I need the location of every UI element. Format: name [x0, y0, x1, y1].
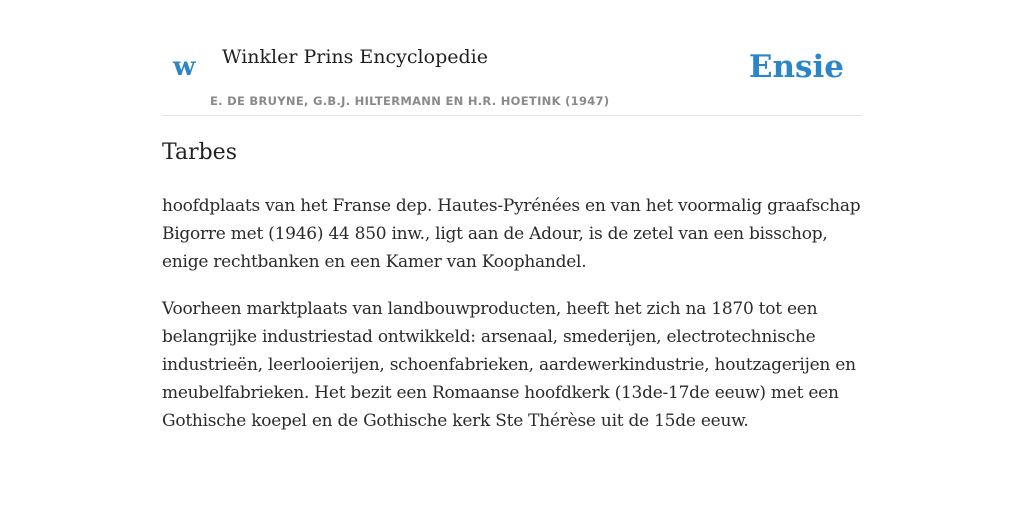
authors-credit: E. DE BRUYNE, G.B.J. HILTERMANN EN H.R. HOETINK (1947)	[210, 94, 610, 108]
encyclopedia-title-link[interactable]: Winkler Prins Encyclopedie	[222, 46, 488, 68]
encyclopedia-header	[162, 38, 862, 116]
article-paragraph-1: hoofdplaats van het Franse dep. Hautes-Pyrénées en van het voormalig graafschap Bigorre met (1946) 44 850 inw., ligt aan de Adour, is de zetel van een bisschop, enige rechtbanken en een Kamer van Koophandel.	[162, 196, 861, 273]
article-body	[162, 140, 862, 435]
ensie-logo-link[interactable]: Ensie	[748, 49, 844, 85]
article-title: Tarbes	[162, 140, 237, 165]
article-paragraph-2: Voorheen marktplaats van landbouwproducten, heeft het zich na 1870 tot een belangrijke industriestad ontwikkeld: arsenaal, smederijen, electrotechnische industrieën, leerlooierijen, schoenfabrieken, aardewerkindustrie, houtzagerijen en meubelfabrieken. Het bezit een Romaanse hoofdkerk (13de-17de eeuw) met een Gothische koepel en de Gothische kerk Ste Thérèse uit de 15de eeuw.	[162, 299, 856, 432]
winkler-prins-logo-icon[interactable]: w	[173, 52, 196, 82]
